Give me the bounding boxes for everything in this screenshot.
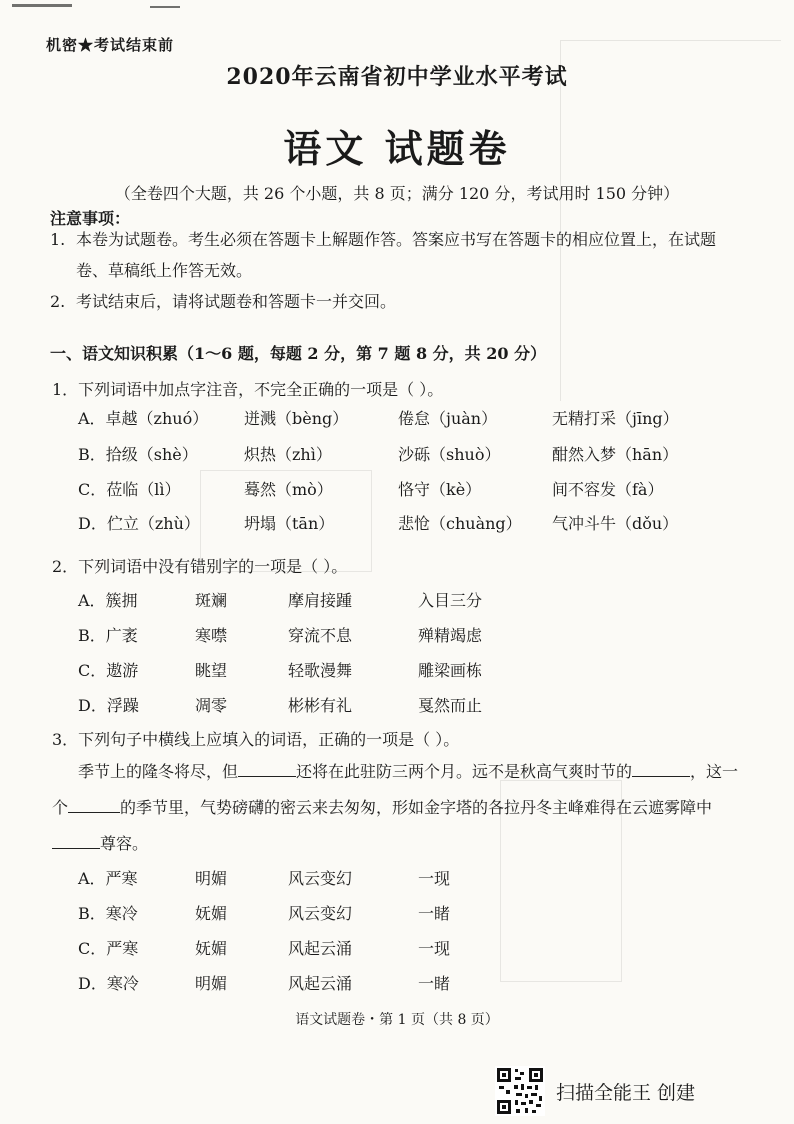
option-cell: 妩媚 [195, 904, 228, 923]
option-cell: 妩媚 [195, 939, 228, 958]
option-cell: 明媚 [195, 869, 228, 888]
option-cell: 入目三分 [418, 591, 483, 610]
question-2-option-d [78, 693, 718, 717]
option-cell: B．广袤 [78, 626, 138, 645]
scan-speck [12, 4, 72, 7]
question-2-option-a [78, 588, 718, 612]
option-cell: 倦怠（juàn） [398, 409, 498, 428]
option-cell: 轻歌漫舞 [288, 661, 353, 680]
passage-text: 季节上的隆冬将尽，但 [78, 762, 239, 781]
option-cell: 凋零 [195, 696, 228, 715]
option-cell: 摩肩接踵 [288, 591, 353, 610]
question-2-option-c [78, 658, 718, 682]
option-cell: 穿流不息 [288, 626, 353, 645]
note-text: 考试结束后，请将试题卷和答题卡一并交回。 [76, 292, 397, 311]
option-cell: A．严寒 [78, 869, 138, 888]
question-2-option-b [78, 623, 718, 647]
passage-text: 还将在此驻防三两个月。远不是秋高气爽时节的 [296, 762, 633, 781]
option-cell: 一现 [418, 869, 451, 888]
notes-list [50, 224, 740, 317]
question-1-option-d [78, 511, 718, 535]
option-cell: B．拾级（shè） [78, 445, 198, 464]
note-text: 本卷为试题卷。考生必须在答题卡上解题作答。答案应书写在答题卡的相应位置上，在试题卷、草稿纸上作答无效。 [76, 230, 717, 280]
option-cell: 炽热（zhì） [244, 445, 332, 464]
fill-blank [632, 762, 690, 777]
question-3-option-a [78, 866, 718, 890]
option-cell: A．卓越（zhuó） [78, 409, 209, 428]
option-cell: 雕梁画栋 [418, 661, 483, 680]
scanner-watermark: 扫描全能王 创建 [556, 1082, 696, 1104]
fill-blank [52, 834, 100, 849]
question-3-passage [52, 754, 742, 862]
scan-speck [150, 6, 180, 8]
note-item [50, 224, 740, 286]
option-cell: 蓦然（mò） [244, 480, 333, 499]
option-cell: 明媚 [195, 974, 228, 993]
passage-text: 的季节里，气势磅礴的密云来去匆匆，形如金字塔的各拉丹冬主峰难得在云遮雾障中 [120, 798, 713, 817]
option-cell: D．伫立（zhù） [78, 514, 200, 533]
option-cell: 间不容发（fà） [552, 480, 664, 499]
option-cell: 坍塌（tān） [244, 514, 335, 533]
note-number: 2. [50, 292, 66, 311]
option-cell: 悲怆（chuàng） [398, 514, 522, 533]
option-cell: 酣然入梦（hān） [552, 445, 679, 464]
option-cell: 气冲斗牛（dǒu） [552, 514, 679, 533]
option-cell: C．严寒 [78, 939, 139, 958]
question-2-stem: 2．下列词语中没有错别字的一项是（ ）。 [52, 557, 348, 576]
page-footer: 语文试题卷・第 1 页（共 8 页） [295, 1012, 499, 1028]
option-cell: 彬彬有礼 [288, 696, 353, 715]
exam-title: 2020年云南省初中学业水平考试 [226, 64, 568, 90]
confidential-stamp: 机密★考试结束前 [46, 36, 175, 54]
note-number: 1. [50, 230, 66, 249]
option-cell: 殚精竭虑 [418, 626, 483, 645]
option-cell: 无精打采（jīng） [552, 409, 679, 428]
notes-title: 注意事项： [50, 209, 131, 228]
option-cell: 沙砾（shuò） [398, 445, 501, 464]
option-cell: 寒噤 [195, 626, 228, 645]
note-item [50, 286, 740, 317]
option-cell: A．簇拥 [78, 591, 138, 610]
option-cell: 戛然而止 [418, 696, 483, 715]
option-cell: 迸溅（bèng） [244, 409, 349, 428]
question-3-option-c [78, 936, 718, 960]
option-cell: 风云变幻 [288, 904, 353, 923]
question-3-stem: 3．下列句子中横线上应填入的词语，正确的一项是（ ）。 [52, 730, 460, 749]
option-cell: D．浮躁 [78, 696, 139, 715]
qr-code-icon [495, 1066, 545, 1116]
fill-blank [238, 762, 296, 777]
question-1-option-c [78, 477, 718, 501]
option-cell: C．莅临（lì） [78, 480, 181, 499]
option-cell: 恪守（kè） [398, 480, 482, 499]
paper-title: 语文 试题卷 [283, 126, 511, 171]
option-cell: B．寒冷 [78, 904, 138, 923]
passage-text: 这一个 [52, 762, 739, 817]
question-1-stem: 1．下列词语中加点字注音，不完全正确的一项是（ ）。 [52, 380, 444, 399]
option-cell: 风起云涌 [288, 974, 353, 993]
option-cell: D．寒冷 [78, 974, 139, 993]
question-1-option-b [78, 442, 718, 466]
question-3-option-d [78, 971, 718, 995]
option-cell: 风云变幻 [288, 869, 353, 888]
option-cell: 一睹 [418, 974, 451, 993]
option-cell: 斑斓 [195, 591, 228, 610]
option-cell: 风起云涌 [288, 939, 353, 958]
passage-text: ， [690, 762, 707, 781]
option-cell: C．遨游 [78, 661, 139, 680]
question-1-option-a [78, 406, 718, 430]
paper-info: （全卷四个大题，共 26 个小题，共 8 页；满分 120 分，考试用时 150 分钟） [114, 184, 680, 203]
section-title: 一、语文知识积累（1～6 题，每题 2 分，第 7 题 8 分，共 20 分） [50, 344, 547, 363]
bleed-through-texture [560, 40, 781, 401]
question-3-option-b [78, 901, 718, 925]
fill-blank [68, 798, 120, 813]
option-cell: 一现 [418, 939, 451, 958]
passage-text: 尊容。 [100, 834, 149, 853]
option-cell: 一睹 [418, 904, 451, 923]
option-cell: 眺望 [195, 661, 228, 680]
passage-paragraph [52, 754, 742, 862]
